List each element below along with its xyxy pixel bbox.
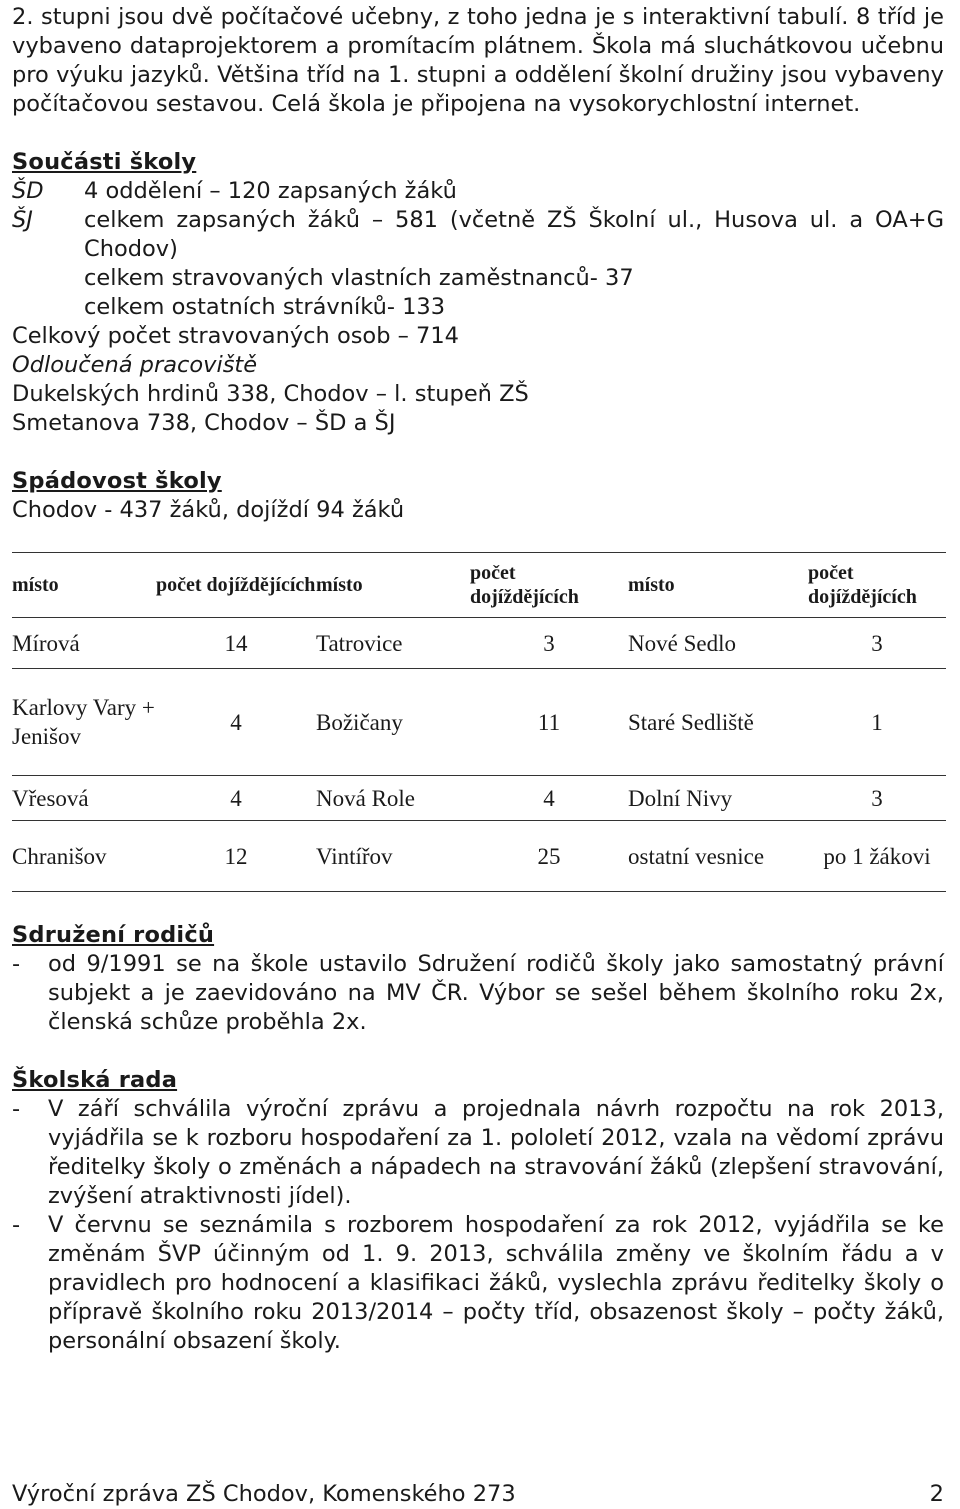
place-cell: Karlovy Vary + Jenišov	[12, 669, 156, 776]
intro-paragraph: 2. stupni jsou dvě počítačové učebny, z toho jedna je s interaktivní tabulí. 8 tříd je vybaveno dataprojektorem a promítacím plátnem. Škola má sluchátkovou učebnu pro výuku jazyků. Většina tříd na 1. stupni a oddělení školní družiny jsou vybaveny počítačovou sestavou. Celá škola je připojena na vysokorychlostní internet.	[12, 4, 944, 117]
board-heading: Školská rada	[12, 1067, 178, 1093]
place-cell: Tatrovice	[316, 618, 470, 669]
place-cell: Vintířov	[316, 821, 470, 892]
parents-list	[12, 950, 944, 1037]
list-item-text: V červnu se seznámila s rozborem hospodaření za rok 2012, vyjádřila se ke změnám ŠVP účinným od 1. 9. 2013, schválila změny ve školním řádu a v pravidlech pro hodnocení a klasifikaci žáků, vyslechla zprávu ředitelky školy o přípravě školního roku 2013/2014 – počty tříd, obsazenost školy – počty žáků, personální obsazení školy.	[48, 1212, 944, 1354]
table-row	[12, 776, 946, 821]
table-row	[12, 669, 946, 776]
dash-bullet: -	[12, 951, 21, 977]
list-item	[12, 1211, 944, 1356]
place-cell: Dolní Nivy	[628, 776, 808, 821]
branch-2: Smetanova 738, Chodov – ŠD a ŠJ	[12, 410, 396, 436]
table-row	[12, 821, 946, 892]
header-cell: místo	[12, 553, 156, 618]
place-cell: Nové Sedlo	[628, 618, 808, 669]
sj-label: ŠJ	[12, 207, 33, 233]
sd-label: ŠD	[12, 178, 44, 204]
header-cell: počet dojíždějících	[470, 553, 628, 618]
list-item-text: V září schválila výroční zprávu a projednala návrh rozpočtu na rok 2013, vyjádřila se k rozboru hospodaření za 1. pololetí 2012, vzala na vědomí zprávu ředitelky školy o změnách a nápadech na stravování žáků (zlepšení stravování, zvýšení atraktivnosti jídel).	[48, 1096, 944, 1209]
sj-row	[12, 206, 944, 264]
count-cell: 14	[156, 618, 316, 669]
header-cell: místo	[628, 553, 808, 618]
count-cell: 11	[470, 669, 628, 776]
count-cell: 4	[470, 776, 628, 821]
place-cell: Vřesová	[12, 776, 156, 821]
count-cell: 3	[470, 618, 628, 669]
sd-row	[12, 177, 944, 206]
catchment-summary: Chodov - 437 žáků, dojíždí 94 žáků	[12, 497, 405, 523]
count-cell: 4	[156, 776, 316, 821]
place-cell: Chranišov	[12, 821, 156, 892]
sj-staff: celkem stravovaných vlastních zaměstnanců- 37	[84, 265, 634, 291]
list-item	[12, 1095, 944, 1211]
header-cell: počet dojíždějících	[808, 553, 946, 618]
total-boarders: Celkový počet stravovaných osob – 714	[12, 323, 459, 349]
table-row	[12, 618, 946, 669]
footer-title: Výroční zpráva ZŠ Chodov, Komenského 273	[12, 1481, 516, 1507]
parts-heading: Součásti školy	[12, 149, 197, 175]
sj-text: celkem zapsaných žáků – 581 (včetně ZŠ Školní ul., Husova ul. a OA+G Chodov)	[84, 207, 944, 262]
document-page	[12, 0, 944, 1356]
header-cell: počet dojíždějících	[156, 553, 316, 618]
list-item	[12, 950, 944, 1037]
place-cell: Nová Role	[316, 776, 470, 821]
board-list	[12, 1095, 944, 1356]
branch-1: Dukelských hrdinů 338, Chodov – l. stupeň ZŠ	[12, 381, 529, 407]
table-header-row	[12, 553, 946, 618]
count-cell: 25	[470, 821, 628, 892]
commute-table	[12, 552, 946, 892]
count-cell: 3	[808, 618, 946, 669]
count-cell: 12	[156, 821, 316, 892]
place-cell: Mírová	[12, 618, 156, 669]
page-number: 2	[929, 1481, 944, 1507]
header-cell: místo	[316, 553, 470, 618]
count-cell: 4	[156, 669, 316, 776]
count-cell: 1	[808, 669, 946, 776]
count-cell: 3	[808, 776, 946, 821]
parents-heading: Sdružení rodičů	[12, 922, 215, 948]
dash-bullet: -	[12, 1212, 21, 1238]
count-cell: po 1 žákovi	[808, 821, 946, 892]
page-footer	[12, 1480, 944, 1509]
sj-other: celkem ostatních strávníků- 133	[84, 294, 446, 320]
branch-heading: Odloučená pracoviště	[12, 352, 258, 378]
place-cell: Božičany	[316, 669, 470, 776]
catchment-heading: Spádovost školy	[12, 468, 222, 494]
place-cell: ostatní vesnice	[628, 821, 808, 892]
dash-bullet: -	[12, 1096, 21, 1122]
place-cell: Staré Sedliště	[628, 669, 808, 776]
list-item-text: od 9/1991 se na škole ustavilo Sdružení rodičů školy jako samostatný právní subjekt a je zaevidováno na MV ČR. Výbor se sešel během školního roku 2x, členská schůze proběhla 2x.	[48, 951, 944, 1035]
sd-text: 4 oddělení – 120 zapsaných žáků	[84, 178, 457, 204]
